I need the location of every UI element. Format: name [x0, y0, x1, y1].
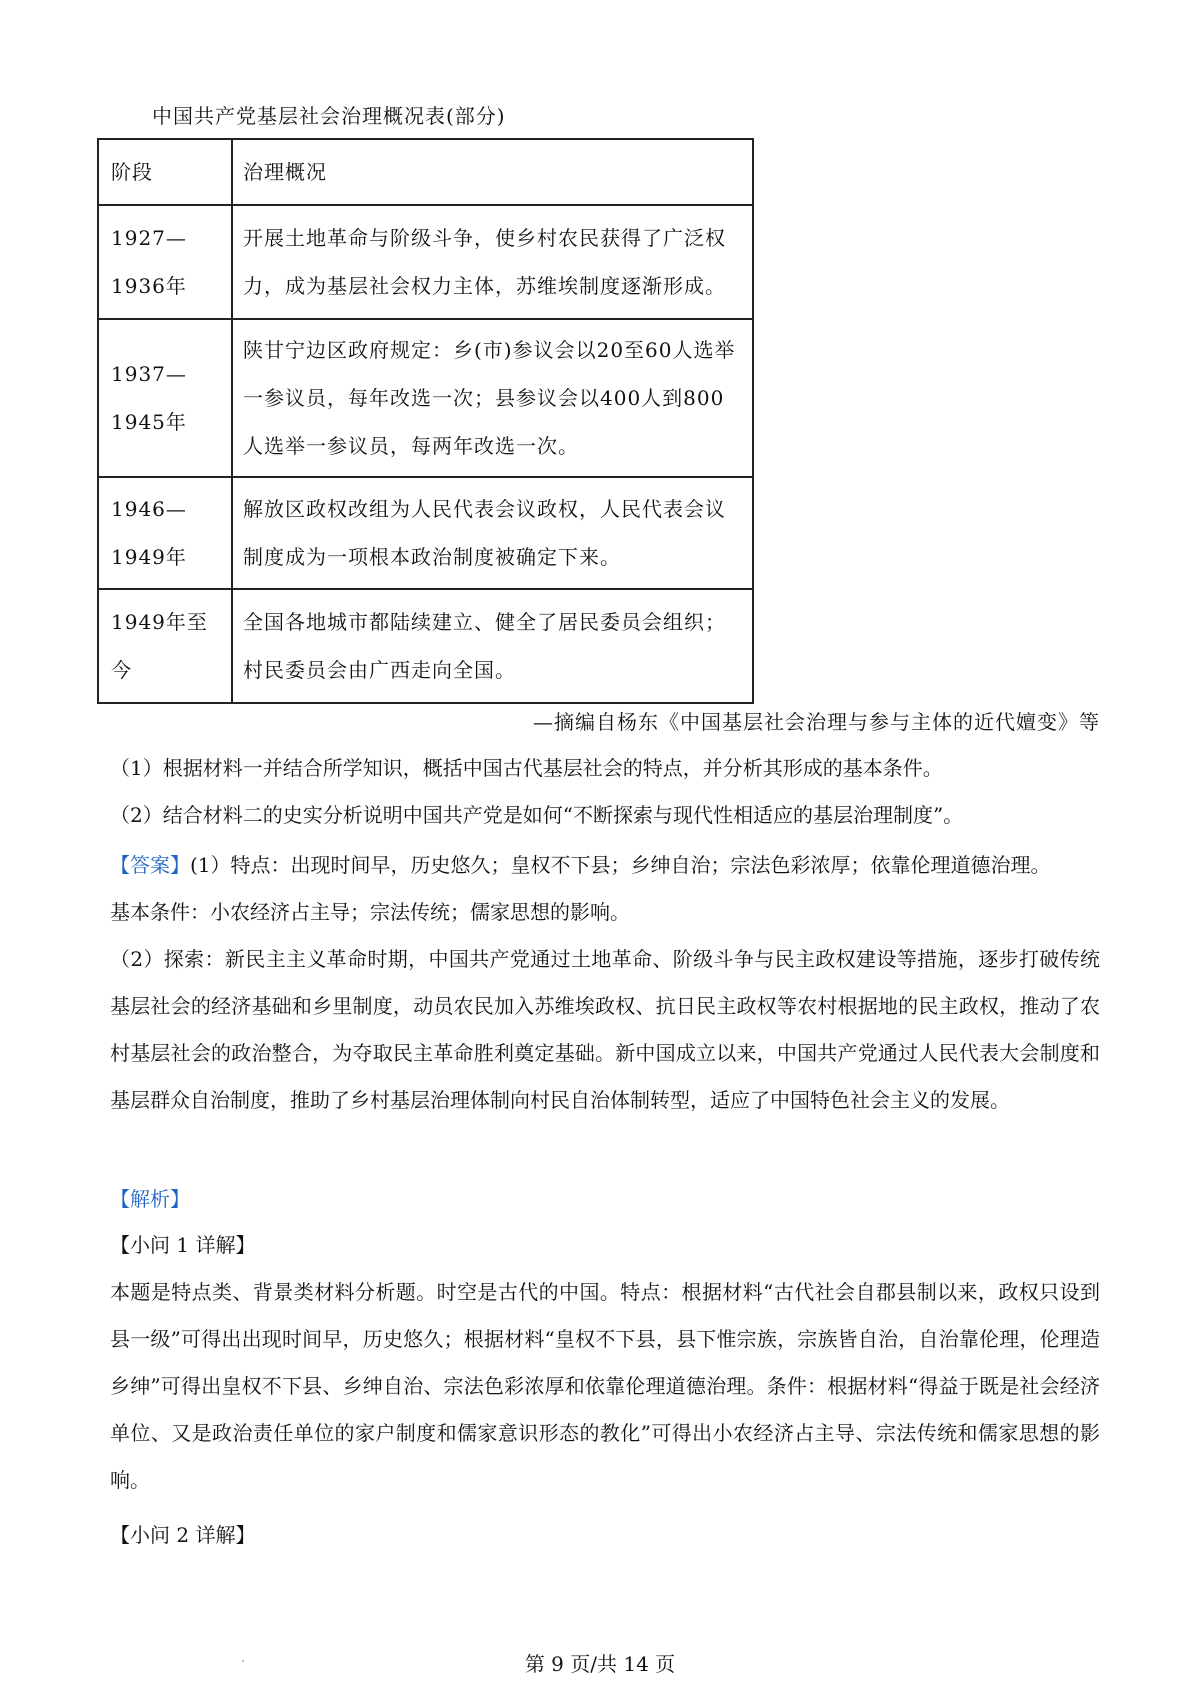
header-content: 治理概况	[232, 139, 753, 205]
row-stage: 1937—1945年	[98, 319, 232, 477]
answer-tag: 【答案】	[110, 853, 190, 877]
answer-part-2: （2）探索：新民主主义革命时期，中国共产党通过土地革命、阶级斗争与民主政权建设等措施，逐步打破传统基层社会的经济基础和乡里制度，动员农民加入苏维埃政权、抗日民主政权等农村根据地的民主政权，推动了农村基层社会的政治整合，为夺取民主革命胜利奠定基础。新中国成立以来，中国共产党通过人民代表大会制度和基层群众自治制度，推助了乡村基层治理体制向村民自治体制转型，适应了中国特色社会主义的发展。	[110, 947, 1100, 1112]
row-content: 全国各地城市都陆续建立、健全了居民委员会组织；村民委员会由广西走向全国。	[232, 589, 753, 703]
table-row	[98, 205, 753, 319]
question-2: （2）结合材料二的史实分析说明中国共产党是如何“不断探索与现代性相适应的基层治理制度”。	[110, 803, 964, 827]
row-content: 陕甘宁边区政府规定：乡(市)参议会以20至60人选举一参议员，每年改选一次；县参议会以400人到800人选举一参议员，每两年改选一次。	[232, 319, 753, 477]
table-title: 中国共产党基层社会治理概况表(部分)	[152, 104, 506, 128]
subquestion-1-title: 【小问 1 详解】	[110, 1233, 256, 1257]
answer-base-conditions: 基本条件：小农经济占主导；宗法传统；儒家思想的影响。	[110, 900, 630, 924]
table-row	[98, 477, 753, 589]
subquestion-1-text: 本题是特点类、背景类材料分析题。时空是古代的中国。特点：根据材料“古代社会自郡县制以来，政权只设到县一级”可得出出现时间早，历史悠久；根据材料“皇权不下县，县下惟宗族，宗族皆自治，自治靠伦理，伦理造乡绅”可得出皇权不下县、乡绅自治、宗法色彩浓厚和依靠伦理道德治理。条件：根据材料“得益于既是社会经济单位、又是政治责任单位的家户制度和儒家意识形态的教化”可得出小农经济占主导、宗法传统和儒家思想的影响。	[110, 1280, 1100, 1492]
row-stage: 1946—1949年	[98, 477, 232, 589]
analysis-tag: 【解析】	[110, 1187, 190, 1211]
table-header-row	[98, 139, 753, 205]
row-content: 开展土地革命与阶级斗争，使乡村农民获得了广泛权力，成为基层社会权力主体，苏维埃制度逐渐形成。	[232, 205, 753, 319]
table-source: —摘编自杨东《中国基层社会治理与参与主体的近代嬗变》等	[533, 710, 1100, 734]
header-stage: 阶段	[98, 139, 232, 205]
page-footer: 第 9 页/共 14 页	[524, 1652, 676, 1676]
subquestion-2-title: 【小问 2 详解】	[110, 1523, 256, 1547]
question-1: （1）根据材料一并结合所学知识，概括中国古代基层社会的特点，并分析其形成的基本条件。	[110, 756, 943, 780]
row-stage: 1927—1936年	[98, 205, 232, 319]
governance-table	[97, 138, 754, 704]
answer-part-1-text: (1）特点：出现时间早，历史悠久；皇权不下县；乡绅自治；宗法色彩浓厚；依靠伦理道德治理。	[190, 853, 1051, 877]
row-content: 解放区政权改组为人民代表会议政权，人民代表会议制度成为一项根本政治制度被确定下来。	[232, 477, 753, 589]
answer-part-1	[110, 842, 1100, 889]
row-stage: 1949年至今	[98, 589, 232, 703]
table-row	[98, 589, 753, 703]
table-row	[98, 319, 753, 477]
